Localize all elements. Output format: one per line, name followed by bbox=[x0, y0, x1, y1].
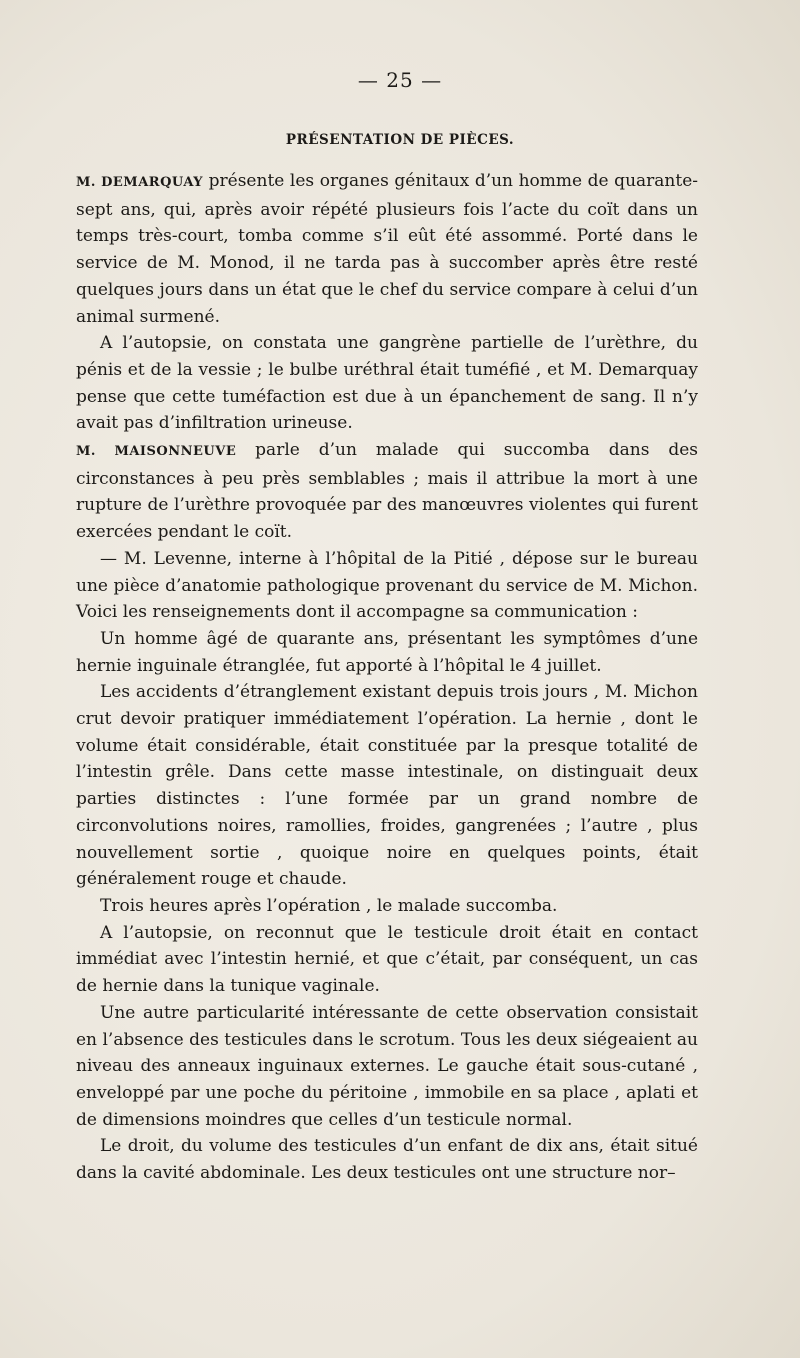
section-title: PRÉSENTATION DE PIÈCES. bbox=[285, 132, 515, 148]
paragraph: — M. Levenne, interne à l’hôpital de la Pitié , dépose sur le bureau une pièce d’anatomie pathologique provenant du service de M. Michon. Voici les renseignements dont il accompagne sa communication : bbox=[76, 548, 698, 623]
paragraph: Une autre particularité intéressante de cette observation consistait en l’absence des testicules dans le scrotum. Tous les deux siégeaient au niveau des anneaux inguinaux externes. Le gauche était sous-cutané , enveloppé par une poche du péritoine , immobile en sa place , aplati et de dimensions moindres que celles d’un testicule normal. bbox=[76, 1002, 698, 1130]
page-number: — 25 — bbox=[357, 68, 443, 92]
paragraph: Un homme âgé de quarante ans, présentant les symptômes d’une hernie inguinale étranglée, fut apporté à l’hôpital le 4 juillet. bbox=[76, 628, 698, 676]
speaker-name: M. DEMARQUAY bbox=[76, 175, 204, 190]
paragraph: Le droit, du volume des testicules d’un enfant de dix ans, était situé dans la cavité abdominale. Les deux testicules ont une structure nor– bbox=[76, 1136, 698, 1184]
paragraph: Trois heures après l’opération , le malade succomba. bbox=[100, 895, 558, 916]
paragraph: Les accidents d’étranglement existant depuis trois jours , M. Michon crut devoir pratiquer immédiatement l’opération. La hernie , dont le volume était considérable, était constituée par la presque totalité de l’intestin grêle. Dans cette masse intestinale, on distinguait deux parties distinctes : l’une formée par un grand nombre de circonvolutions noires, ramollies, froides, gangrenées ; l’autre , plus nouvellement sortie , quoique noire en quelques points, était généralement rouge et chaude. bbox=[76, 682, 698, 890]
paragraph: M. MAISONNEUVE parle d’un malade qui succomba dans des circonstances à peu près semblables ; mais il attribue la mort à une rupture de l’urèthre provoquée par des manœuvres violentes qui furent exercées pendant le coït. bbox=[76, 440, 699, 543]
speaker-name: M. MAISONNEUVE bbox=[76, 444, 237, 460]
paragraph: M. DEMARQUAY présente les organes génitaux d’un homme de quarante-sept ans, qui, après avoir répété plusieurs fois l’acte du coït dans un temps très-court, tomba comme s’il eût été assommé. Porté dans le service de M. Monod, il ne tarda pas à succomber après être resté quelques jours dans un état que le chef du service compare à celui d’un animal surmené. bbox=[76, 171, 698, 327]
body-text bbox=[76, 168, 698, 1187]
paragraph: A l’autopsie, on constata une gangrène partielle de l’urèthre, du pénis et de la vessie ; le bulbe uréthral était tuméfié , et M. Demarquay pense que cette tuméfaction est due à un épanchement de sang. Il n’y avait pas d’infiltration urineuse. bbox=[76, 333, 698, 434]
paragraph: A l’autopsie, on reconnut que le testicule droit était en contact immédiat avec l’intestin hernié, et que c’était, par conséquent, un cas de hernie dans la tunique vaginale. bbox=[76, 922, 698, 997]
